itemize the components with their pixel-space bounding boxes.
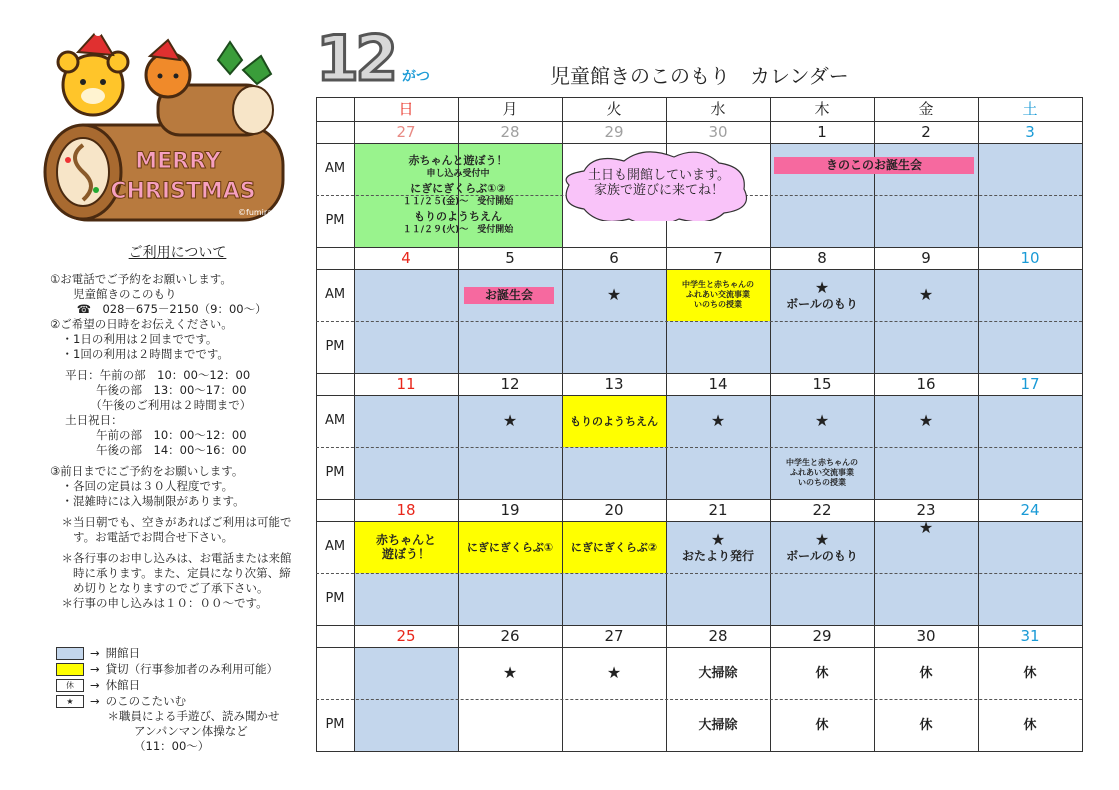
- legend: [56, 645, 280, 754]
- grid-line: [1082, 97, 1083, 752]
- event-text: いのちの授業: [798, 478, 846, 487]
- calendar-title: 児童館きのこのもり カレンダー: [550, 64, 849, 88]
- event-cleaning: [666, 699, 770, 751]
- date-number: 12: [500, 375, 520, 393]
- date-number: 8: [817, 249, 827, 267]
- event-text: 休: [919, 665, 933, 681]
- date-number: 18: [396, 501, 416, 519]
- pm-label: PM: [325, 339, 345, 354]
- date-number: 14: [708, 375, 728, 393]
- event-text: 土日も開館しています。: [588, 168, 730, 183]
- usage-line: ・1回の利用は２時間までです。: [50, 347, 229, 361]
- usage-line: 児童館きのこのもり: [50, 287, 177, 301]
- legend-note-line: （11：00～）: [134, 739, 210, 753]
- event-text: 中学生と赤ちゃんの: [682, 280, 754, 289]
- event-text: 休: [919, 717, 933, 733]
- date-number: 4: [401, 249, 411, 267]
- event-text: 休: [815, 665, 829, 681]
- legend-note-line: ＊職員による手遊び、読み聞かせ: [96, 709, 280, 723]
- weekday-header: 金: [918, 100, 934, 118]
- event-forest-kindergarten: [562, 395, 666, 447]
- date-number: 30: [708, 123, 728, 141]
- date-number: 15: [812, 375, 832, 393]
- am-label: AM: [324, 287, 346, 302]
- star-event: [458, 395, 562, 447]
- am-label: AM: [324, 539, 346, 554]
- date-number: 29: [604, 123, 624, 141]
- event-text: 家族で遊びに来てね！: [593, 183, 724, 198]
- event-text: ★: [918, 411, 934, 430]
- date-number: 2: [921, 123, 931, 141]
- legend-star-swatch: ★: [56, 695, 84, 708]
- usage-line: 午前の部 10：00～12：00: [50, 428, 247, 442]
- legend-nokonoko: [56, 693, 280, 709]
- closed-day: [978, 647, 1082, 699]
- am-pm-divider: [316, 573, 1082, 574]
- legend-closed-swatch: 休: [56, 679, 84, 692]
- usage-line: ②ご希望の日時をお伝えください。: [50, 317, 233, 331]
- star-event: [458, 647, 562, 699]
- event-text: ★: [814, 411, 830, 430]
- closed-day: [874, 699, 978, 751]
- legend-arrow: →: [90, 694, 100, 708]
- notice-text: [564, 161, 754, 205]
- pm-label: PM: [325, 717, 345, 732]
- am-label: [316, 647, 354, 699]
- am-pm-divider: [316, 321, 1082, 322]
- date-number: 6: [609, 249, 619, 267]
- svg-text:CHRISTMAS: CHRISTMAS: [110, 179, 256, 204]
- date-number: 19: [500, 501, 520, 519]
- date-number: 11: [396, 375, 416, 393]
- event-niginigi-2: [562, 521, 666, 573]
- event-text: にぎにぎくらぶ②: [570, 540, 658, 554]
- event-niginigi-1: [458, 521, 562, 573]
- date-number: 25: [396, 627, 416, 645]
- event-exchange: [666, 269, 770, 321]
- event-text: ボールのもり: [786, 297, 858, 311]
- weekday-header: 月: [502, 100, 518, 118]
- date-number: 28: [708, 627, 728, 645]
- usage-line: （午後のご利用は２時間まで）: [50, 398, 252, 412]
- date-number: 20: [604, 501, 624, 519]
- event-text: ★: [502, 411, 518, 430]
- event-text: ★: [606, 285, 622, 304]
- date-number: 30: [916, 627, 936, 645]
- closed-day: [770, 699, 874, 751]
- event-text: 大掃除: [698, 665, 738, 681]
- legend-rental: [56, 661, 280, 677]
- svg-text:©fumira: ©fumira: [238, 208, 273, 217]
- usage-line: ・各回の定員は３０人程度です。: [50, 479, 234, 493]
- am-label: AM: [324, 413, 346, 428]
- date-number: 13: [604, 375, 624, 393]
- legend-closed: [56, 677, 280, 693]
- event-text: ★: [814, 530, 830, 549]
- star-event: [874, 395, 978, 447]
- weekday-header: 土: [1022, 100, 1038, 118]
- star-event: [666, 395, 770, 447]
- date-number: 3: [1025, 123, 1035, 141]
- legend-arrow: →: [90, 646, 100, 660]
- usage-line: ・混雑時には入場制限があります。: [50, 494, 245, 508]
- event-text: 中学生と赤ちゃんの: [786, 458, 858, 467]
- event-text: もりのようちえん: [570, 414, 658, 428]
- weekday-header: 木: [814, 100, 830, 118]
- legend-arrow: →: [90, 662, 100, 676]
- date-number: 9: [921, 249, 931, 267]
- event-text: ボールのもり: [786, 549, 858, 563]
- date-number: 27: [396, 123, 416, 141]
- legend-rental-label: 貸切（行事参加者のみ利用可能）: [105, 662, 279, 676]
- legend-note-line: アンパンマン体操など: [134, 724, 248, 738]
- date-number: 28: [500, 123, 520, 141]
- date-number: 22: [812, 501, 832, 519]
- closed-day: [978, 699, 1082, 751]
- usage-line: 土日祝日：: [50, 413, 123, 427]
- usage-instructions: [50, 272, 305, 611]
- event-text: ★: [606, 663, 622, 682]
- event-newsletter: [666, 521, 770, 573]
- grid-line: [316, 121, 1082, 122]
- date-number: 16: [916, 375, 936, 393]
- event-text: 赤ちゃんと遊ぼう！: [408, 154, 508, 167]
- star-event: [874, 513, 978, 543]
- event-text: ★: [918, 518, 934, 537]
- closed-day: [874, 647, 978, 699]
- date-number: 5: [505, 249, 515, 267]
- legend-nokonoko-label: のこのこたいむ: [105, 694, 187, 708]
- pm-label: PM: [325, 591, 345, 606]
- usage-line: ＊行事の申し込みは１０：００～です。: [50, 596, 268, 610]
- star-event: [874, 269, 978, 321]
- event-text: １１/２９(火)～ 受付開始: [402, 225, 514, 235]
- usage-line: 時に承ります。また、定員になり次第、締: [50, 566, 291, 580]
- grid-line: [316, 247, 1082, 248]
- month-unit: がつ: [402, 69, 430, 85]
- legend-open-label: 開館日: [105, 646, 141, 660]
- date-number: 31: [1020, 627, 1040, 645]
- grid-line: [316, 97, 1082, 98]
- event-text: いのちの授業: [694, 300, 742, 309]
- usage-line: 午後の部 13：00～17：00: [50, 383, 247, 397]
- event-text: にぎにぎくらぶ①: [466, 540, 554, 554]
- event-kinoko-birthday: きのこのお誕生会: [774, 157, 974, 174]
- day-fill: [562, 573, 666, 625]
- usage-line: す。お電話でお問合せ下さい。: [50, 530, 234, 544]
- event-birthday: お誕生会: [464, 287, 554, 304]
- usage-line: ☎ 028－675－2150（9：00～）: [50, 302, 267, 316]
- usage-line: 平日：午前の部 10：00～12：00: [50, 368, 251, 382]
- event-text: 赤ちゃんと: [375, 533, 436, 547]
- event-text: ★: [918, 285, 934, 304]
- usage-line: ・1日の利用は２回までです。: [50, 332, 218, 346]
- pm-label: PM: [325, 465, 345, 480]
- weekday-header: 火: [606, 100, 622, 118]
- event-text: ふれあい交流事業: [790, 468, 854, 477]
- star-event: [562, 269, 666, 321]
- date-number: 27: [604, 627, 624, 645]
- date-number: 1: [817, 123, 827, 141]
- event-text: 申し込み受付中: [426, 169, 490, 179]
- event-ball-forest: [770, 521, 874, 573]
- closed-day: [770, 647, 874, 699]
- day-fill: [354, 573, 458, 625]
- svg-text:MERRY: MERRY: [135, 149, 221, 174]
- legend-arrow: →: [90, 678, 100, 692]
- event-text: 休: [1023, 665, 1037, 681]
- grid-line: [316, 373, 1082, 374]
- event-text: ★: [710, 411, 726, 430]
- grid-line: [316, 751, 1082, 752]
- am-pm-divider: [316, 447, 1082, 448]
- usage-line: ＊各行事のお申し込みは、お電話または来館: [50, 551, 292, 565]
- date-number: 26: [500, 627, 520, 645]
- date-number: 10: [1020, 249, 1040, 267]
- usage-line: め切りとなりますのでご了承下さい。: [50, 581, 269, 595]
- event-text: 休: [1023, 717, 1037, 733]
- usage-line: ＊当日朝でも、空きがあればご利用は可能で: [50, 515, 292, 529]
- date-number: 23: [916, 501, 936, 519]
- day-fill: [562, 447, 666, 499]
- usage-line: 午後の部 14：00～16：00: [50, 443, 247, 457]
- weekday-header: 日: [398, 100, 414, 118]
- legend-closed-label: 休館日: [105, 678, 141, 692]
- usage-title: ご利用について: [128, 245, 227, 261]
- christmas-log-cake-image: [38, 30, 288, 230]
- event-text: 大掃除: [698, 717, 738, 733]
- day-fill: [666, 321, 770, 373]
- day-fill: [458, 573, 562, 625]
- event-text: にぎにぎくらぶ①②: [410, 182, 506, 195]
- event-text: 休: [815, 717, 829, 733]
- usage-line: ①お電話でご予約をお願いします。: [50, 272, 232, 286]
- date-number: 7: [713, 249, 723, 267]
- event-text: もりのようちえん: [414, 210, 502, 223]
- event-exchange: [770, 447, 874, 499]
- legend-rental-swatch: [56, 663, 84, 676]
- date-number: 17: [1020, 375, 1040, 393]
- event-text: ふれあい交流事業: [686, 290, 750, 299]
- star-event: [770, 395, 874, 447]
- month-number: 12: [316, 22, 395, 95]
- grid-line: [316, 499, 1082, 500]
- event-cleaning: [666, 647, 770, 699]
- pm-label: PM: [325, 213, 345, 228]
- legend-open: [56, 645, 280, 661]
- event-text: ★: [814, 278, 830, 297]
- date-number: 29: [812, 627, 832, 645]
- grid-line: [316, 625, 1082, 626]
- date-number: 21: [708, 501, 728, 519]
- event-text: おたより発行: [681, 549, 754, 563]
- legend-open-swatch: [56, 647, 84, 660]
- event-ball-forest: [770, 269, 874, 321]
- event-baby-play: [354, 521, 458, 573]
- am-label: AM: [324, 161, 346, 176]
- event-text: １１/２５(金)～ 受付開始: [402, 197, 514, 207]
- event-text: ★: [710, 530, 726, 549]
- event-text: 遊ぼう！: [381, 547, 430, 561]
- usage-line: ③前日までにご予約をお願いします。: [50, 464, 244, 478]
- christmas-illustration: [38, 30, 288, 230]
- calendar-grid: [316, 97, 1081, 750]
- star-event: [562, 647, 666, 699]
- weekday-header: 水: [710, 100, 726, 118]
- event-block-green: [354, 143, 562, 247]
- date-number: 24: [1020, 501, 1040, 519]
- event-text: ★: [502, 663, 518, 682]
